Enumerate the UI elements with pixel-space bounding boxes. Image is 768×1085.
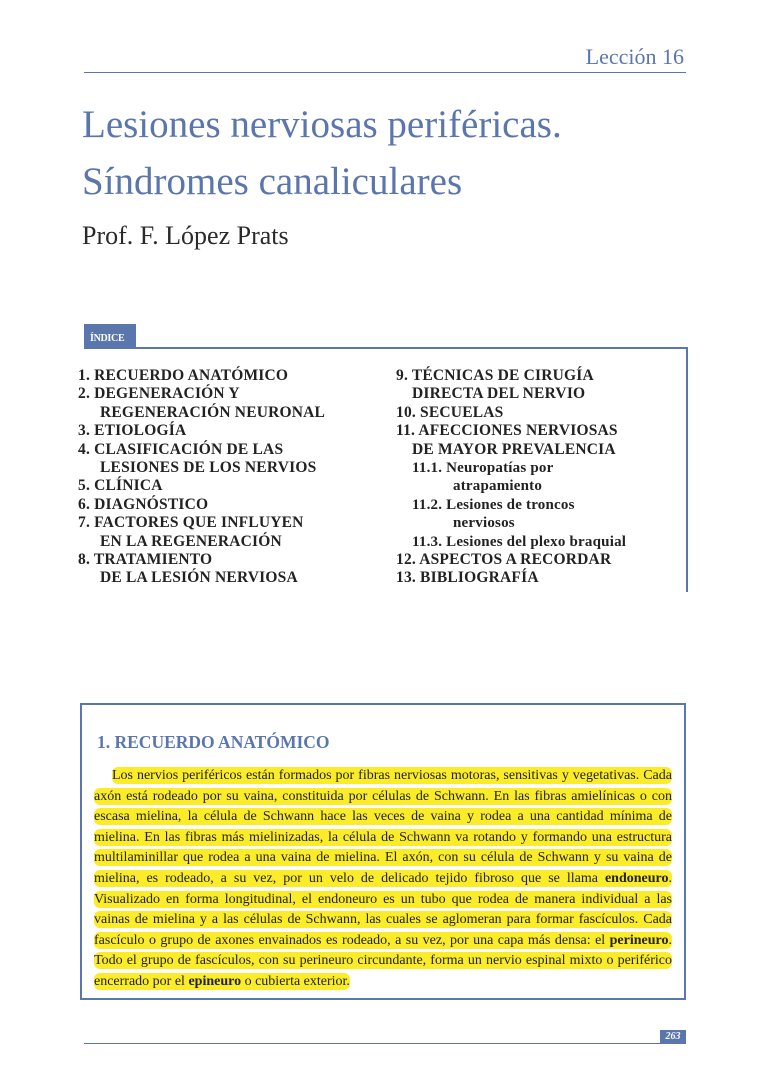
index-subitem: 11.1. Neuropatías por bbox=[412, 460, 554, 477]
paragraph-text: . Visualizado en forma longitudinal, el endoneuro es un tubo que rodea de manera individual a las vainas de mielina y a las células de Schwann, las cuales se aglomeran para formar fascículos. Cada fascículo o grupo de axones envainados es rodeado, a su vez, por una capa más densa: el bbox=[94, 870, 672, 948]
index-item: 2. DEGENERACIÓN Y bbox=[78, 385, 240, 403]
index-label: ÍNDICE bbox=[84, 324, 136, 348]
index-item: 9. TÉCNICAS DE CIRUGÍA bbox=[396, 367, 594, 384]
index-item: REGENERACIÓN NEURONAL bbox=[100, 403, 326, 421]
index-item: 12. ASPECTOS A RECORDAR bbox=[396, 551, 612, 569]
index-item: EN LA REGENERACIÓN bbox=[100, 532, 282, 550]
highlighted-text bbox=[94, 767, 672, 990]
index-rule bbox=[84, 347, 686, 349]
paragraph-text: . Todo el grupo de fascículos, con su perineuro circundante, forma un nervio espinal mixto o periférico encerrado por el bbox=[94, 932, 672, 989]
title-line-1: Lesiones nerviosas periféricas. bbox=[82, 103, 562, 146]
index-item: 5. CLÍNICA bbox=[78, 477, 163, 495]
index-item: DE MAYOR PREVALENCIA bbox=[412, 440, 616, 458]
page-title bbox=[82, 96, 562, 210]
index-item: 3. ETIOLOGÍA bbox=[78, 422, 187, 440]
author: Prof. F. López Prats bbox=[82, 221, 289, 250]
paragraph-text: o cubierta exterior. bbox=[241, 973, 350, 989]
index-item: 4. CLASIFICACIÓN DE LAS bbox=[78, 440, 284, 458]
index-item: 7. FACTORES QUE INFLUYEN bbox=[78, 514, 304, 532]
index-subitem: 11.3. Lesiones del plexo braquial bbox=[412, 533, 627, 550]
index-item: 11. AFECCIONES NERVIOSAS bbox=[396, 422, 618, 440]
term-endoneuro: endoneuro bbox=[604, 870, 669, 886]
term-perineuro: perineuro bbox=[609, 932, 669, 948]
index-item: LESIONES DE LOS NERVIOS bbox=[100, 459, 317, 477]
title-line-2: Síndromes canaliculares bbox=[82, 160, 463, 203]
index-subitem: 11.2. Lesiones de troncos bbox=[412, 496, 575, 513]
index-item: 10. SECUELAS bbox=[396, 403, 504, 421]
index-item: DE LA LESIÓN NERVIOSA bbox=[100, 569, 298, 587]
lesson-number: Lección 16 bbox=[585, 44, 684, 69]
paragraph-text: Los nervios periféricos están formados por fibras nerviosas motoras, sensitivas y vegetativas. Cada axón está rodeado por su vaina, constituida por células de Schwann. En las fibras amielínicas o con escasa mielina, la célula de Schwann hace las veces de vaina y rodea a una cantidad mínima de mielina. En las fibras más mielinizadas, la célula de Schwann va rotando y formando una estructura multilaminillar que rodea a una vaina de mielina. El axón, con su célula de Schwann y su vaina de mielina, es rodeado, a su vez, por un velo de delicado tejido fibroso que se llama bbox=[94, 768, 672, 886]
term-epineuro: epineuro bbox=[188, 973, 242, 989]
index-right-column bbox=[396, 367, 696, 588]
header-rule bbox=[84, 72, 686, 73]
index-item: 6. DIAGNÓSTICO bbox=[78, 495, 209, 513]
footer-rule bbox=[84, 1043, 686, 1044]
section-title: 1. RECUERDO ANATÓMICO bbox=[97, 732, 330, 752]
index-subitem: nerviosos bbox=[453, 515, 515, 532]
index-item: DIRECTA DEL NERVIO bbox=[412, 385, 586, 403]
page-number: 263 bbox=[660, 1030, 686, 1044]
index-left-column bbox=[78, 367, 378, 588]
index-item: 1. RECUERDO ANATÓMICO bbox=[78, 367, 289, 384]
index-subitem: atrapamiento bbox=[453, 478, 543, 495]
index-item: 13. BIBLIOGRAFÍA bbox=[396, 569, 539, 587]
index-item: 8. TRATAMIENTO bbox=[78, 551, 213, 569]
section-paragraph bbox=[94, 766, 672, 993]
